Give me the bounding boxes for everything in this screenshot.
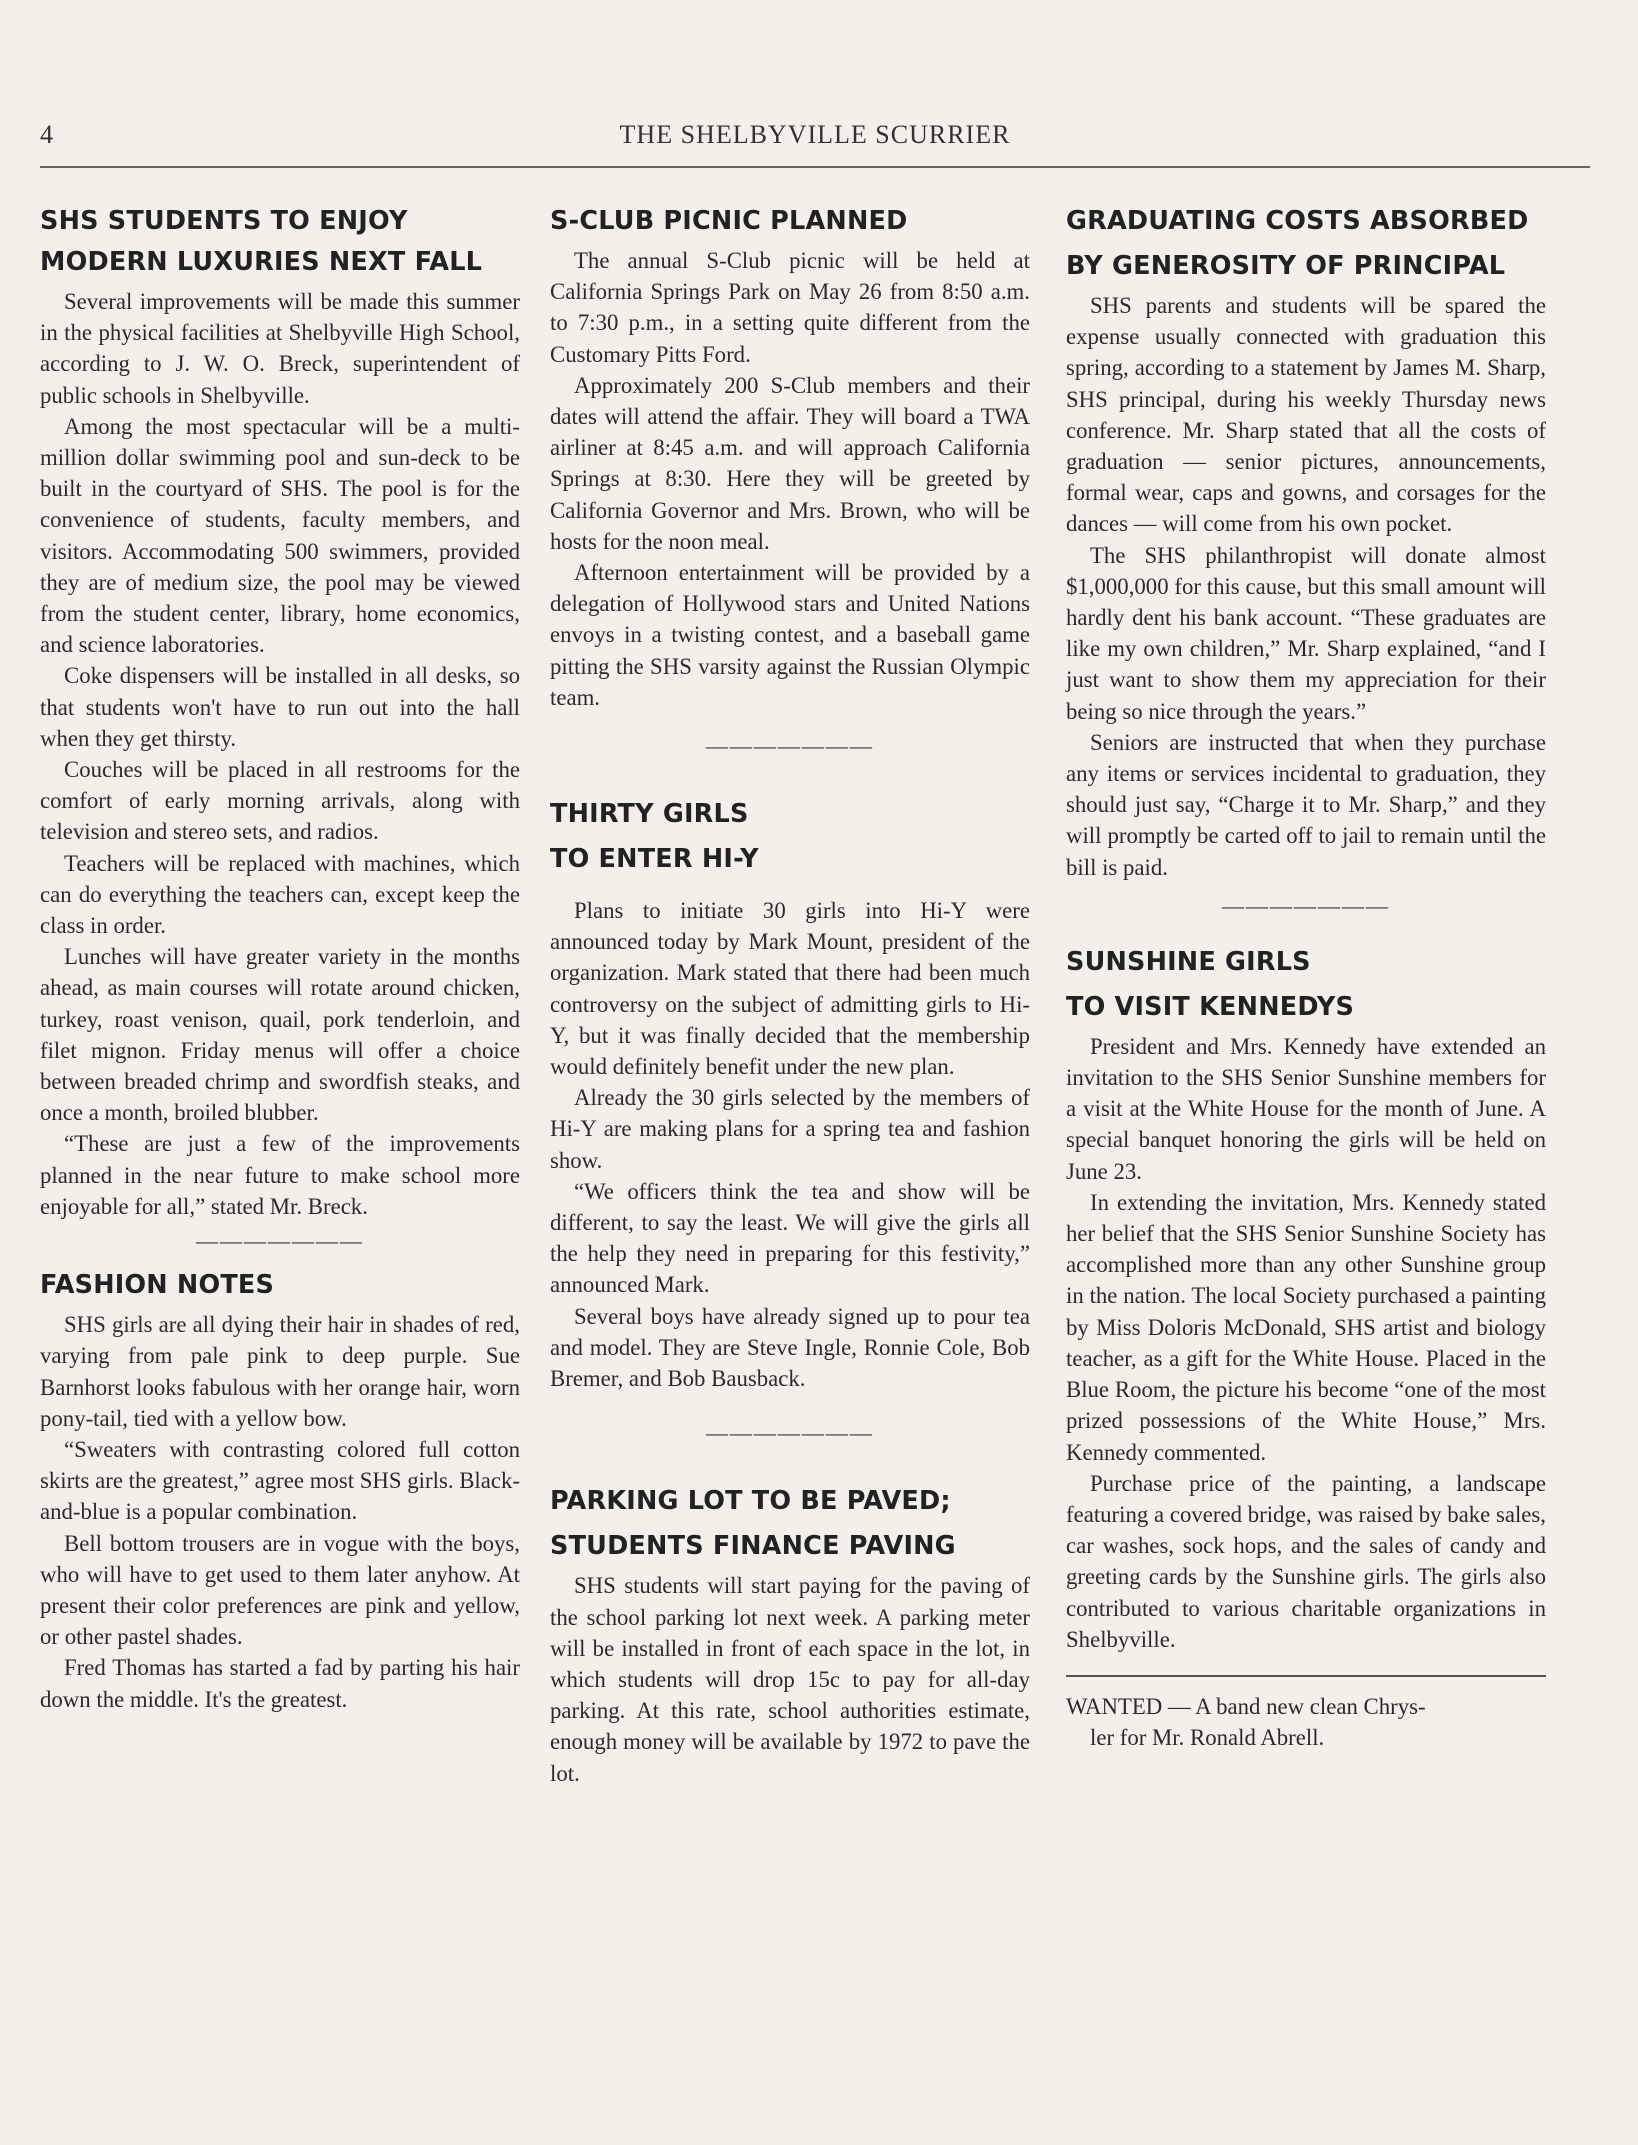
paragraph: Lunches will have greater variety in the months ahead, as main courses will rotate around chicken, turkey, roast venison, quail, pork tenderloin, and filet mignon. Friday menus will offer a choice between breaded chrimp and swordfish steaks, and once a month, broiled blubber. bbox=[40, 944, 520, 1126]
headline: MODERN LUXURIES NEXT FALL bbox=[40, 247, 483, 277]
paragraph: Seniors are instructed that when they purchase any items or services incidental to graduation, they should just say, “Charge it to Mr. Sharp,” and they will promptly be carted off to jail to remain until the bill is paid. bbox=[1066, 729, 1546, 880]
article-fashion-notes bbox=[40, 1264, 520, 1715]
headline: FASHION NOTES bbox=[40, 1270, 275, 1301]
headline: STUDENTS FINANCE PAVING bbox=[550, 1531, 956, 1562]
headline: SHS STUDENTS TO ENJOY bbox=[40, 206, 408, 236]
paragraph: Fred Thomas has started a fad by parting his hair down the middle. It's the greatest. bbox=[40, 1655, 520, 1712]
paragraph: “These are just a few of the improvements planned in the near future to make school more enjoyable for all,” stated Mr. Breck. bbox=[40, 1131, 520, 1219]
article-separator: ——————— bbox=[196, 1228, 364, 1254]
column-2 bbox=[550, 200, 1030, 1789]
headline: S-CLUB PICNIC PLANNED bbox=[550, 206, 908, 236]
paragraph: “We officers think the tea and show will be different, to say the least. We will give the girls all the help they need in preparing for this festivity,” announced Mark. bbox=[550, 1178, 1030, 1298]
article-shs-luxuries bbox=[40, 200, 520, 1222]
paragraph: President and Mrs. Kennedy have extended an invitation to the SHS Senior Sunshine members for a visit at the White House for the month of June. A special banquet honoring the girls will be held on June 23. bbox=[1066, 1033, 1546, 1184]
article-separator: ——————— bbox=[706, 733, 874, 759]
header-rule bbox=[40, 166, 1590, 168]
article-sunshine-girls bbox=[1066, 941, 1546, 1655]
paragraph: SHS parents and students will be spared the expense usually connected with graduation this spring, according to a statement by James M. Sharp, SHS principal, during his weekly Thursday news conference. Mr. Sharp stated that all the costs of graduation — senior pictures, announcements, formal wear, caps and gowns, and corsages for the dances — will come from his own pocket. bbox=[1066, 293, 1546, 537]
paragraph: In extending the invitation, Mrs. Kennedy stated her belief that the SHS Senior Sunshine Society has accomplished more than any other Sunshine group in the nation. The local Society purchased a painting by Miss Doloris McDonald, SHS artist and biology teacher, as a gift for the White House. Placed in the Blue Room, the picture his become “one of the most prized possessions of the White House,” Mrs. Kennedy commented. bbox=[1066, 1189, 1546, 1465]
paragraph: Couches will be placed in all restrooms for the comfort of early morning arrivals, along with television and stereo sets, and radios. bbox=[40, 757, 520, 845]
article-s-club-picnic bbox=[550, 200, 1030, 713]
column-1 bbox=[40, 200, 520, 1715]
masthead: THE SHELBYVILLE SCURRIER bbox=[619, 120, 1011, 149]
paragraph: Several boys have already signed up to pour tea and model. They are Steve Ingle, Ronnie Cole, Bob Bremer, and Bob Bausback. bbox=[550, 1303, 1030, 1392]
headline: GRADUATING COSTS ABSORBED bbox=[1066, 206, 1529, 236]
headline: BY GENEROSITY OF PRINCIPAL bbox=[1066, 251, 1506, 281]
article-separator: ——————— bbox=[1222, 892, 1390, 918]
article-graduating-costs bbox=[1066, 200, 1546, 883]
paragraph: Already the 30 girls selected by the members of Hi-Y are making plans for a spring tea and fashion show. bbox=[550, 1085, 1030, 1173]
headline: THIRTY GIRLS bbox=[550, 799, 749, 830]
paragraph: The SHS philanthropist will donate almost $1,000,000 for this cause, but this small amount will hardly dent his bank account. “These graduates are like my own children,” Mr. Sharp explained, “and I just want to show them my appreciation for their being so nice through the years.” bbox=[1066, 542, 1546, 724]
paragraph: Coke dispensers will be installed in all desks, so that students won't have to run out into the hall when they get thirsty. bbox=[40, 663, 520, 751]
paragraph: Several improvements will be made this summer in the physical facilities at Shelbyville High School, according to J. W. O. Breck, superintendent of public schools in Shelbyville. bbox=[40, 289, 520, 408]
paragraph: Purchase price of the painting, a landscape featuring a covered bridge, was raised by bake sales, car washes, sock hops, and the sales of candy and greeting cards by the Sunshine girls. The girls also contributed to various charitable organizations in Shelbyville. bbox=[1066, 1470, 1546, 1652]
paragraph: Approximately 200 S-Club members and their dates will attend the affair. They will board a TWA airliner at 8:45 a.m. and will approach California Springs at 8:30. Here they will be greeted by California Governor and Mrs. Brown, who will be hosts for the noon meal. bbox=[550, 372, 1030, 554]
paragraph: The annual S-Club picnic will be held at California Springs Park on May 26 from 8:50 a.m. to 7:30 p.m., in a setting quite different from the Customary Pitts Ford. bbox=[550, 248, 1030, 367]
headline: TO VISIT KENNEDYS bbox=[1066, 991, 1355, 1022]
article-thirty-girls bbox=[550, 793, 1030, 1394]
classified-rule bbox=[1066, 1675, 1546, 1677]
classified-ad bbox=[1066, 1691, 1546, 1753]
paragraph: “Sweaters with contrasting colored full cotton skirts are the greatest,” agree most SHS girls. Black-and-blue is a popular combination. bbox=[40, 1436, 520, 1525]
classified-ad-rest: ler for Mr. Ronald Abrell. bbox=[1090, 1725, 1325, 1751]
page-header bbox=[40, 112, 1590, 152]
column-3 bbox=[1066, 200, 1546, 1753]
paragraph: Teachers will be replaced with machines, which can do everything the teachers can, except keep the class in order. bbox=[40, 850, 520, 939]
headline: SUNSHINE GIRLS bbox=[1066, 946, 1311, 977]
article-parking-lot bbox=[550, 1480, 1030, 1788]
headline: PARKING LOT TO BE PAVED; bbox=[550, 1486, 951, 1517]
classified-ad-lead: WANTED — A band new clean Chrys- bbox=[1066, 1693, 1426, 1719]
page-number: 4 bbox=[40, 120, 53, 149]
article-separator: ——————— bbox=[706, 1420, 874, 1446]
paragraph: Among the most spectacular will be a multi-million dollar swimming pool and sun-deck to be built in the courtyard of SHS. The pool is for the convenience of students, faculty members, and visitors. Accommodating 500 swimmers, provided they are of medium size, the pool may be viewed from the student center, library, home economics, and science laboratories. bbox=[40, 413, 520, 658]
paragraph: SHS girls are all dying their hair in shades of red, varying from pale pink to deep purple. Sue Barnhorst looks fabulous with her orange hair, worn pony-tail, tied with a yellow bow. bbox=[40, 1312, 520, 1431]
paragraph: SHS students will start paying for the paving of the school parking lot next week. A parking meter will be installed in front of each space in the lot, in which students will drop 15c to pay for all-day parking. At this rate, school authorities estimate, enough money will be available by 1972 to pave the lot. bbox=[550, 1573, 1030, 1786]
paragraph: Bell bottom trousers are in vogue with the boys, who will have to get used to them later anyhow. At present their color preferences are pink and yellow, or other pastel shades. bbox=[40, 1530, 520, 1650]
headline: TO ENTER HI-Y bbox=[550, 844, 759, 875]
paragraph: Afternoon entertainment will be provided by a delegation of Hollywood stars and United Nations envoys in a twisting contest, and a baseball game pitting the SHS varsity against the Russian Olympic team. bbox=[550, 560, 1030, 710]
paragraph: Plans to initiate 30 girls into Hi-Y were announced today by Mark Mount, president of the organization. Mark stated that there had been much controversy on the subject of admitting girls to Hi-Y, but it was finally decided that the membership would definitely benefit under the new plan. bbox=[550, 898, 1030, 1080]
